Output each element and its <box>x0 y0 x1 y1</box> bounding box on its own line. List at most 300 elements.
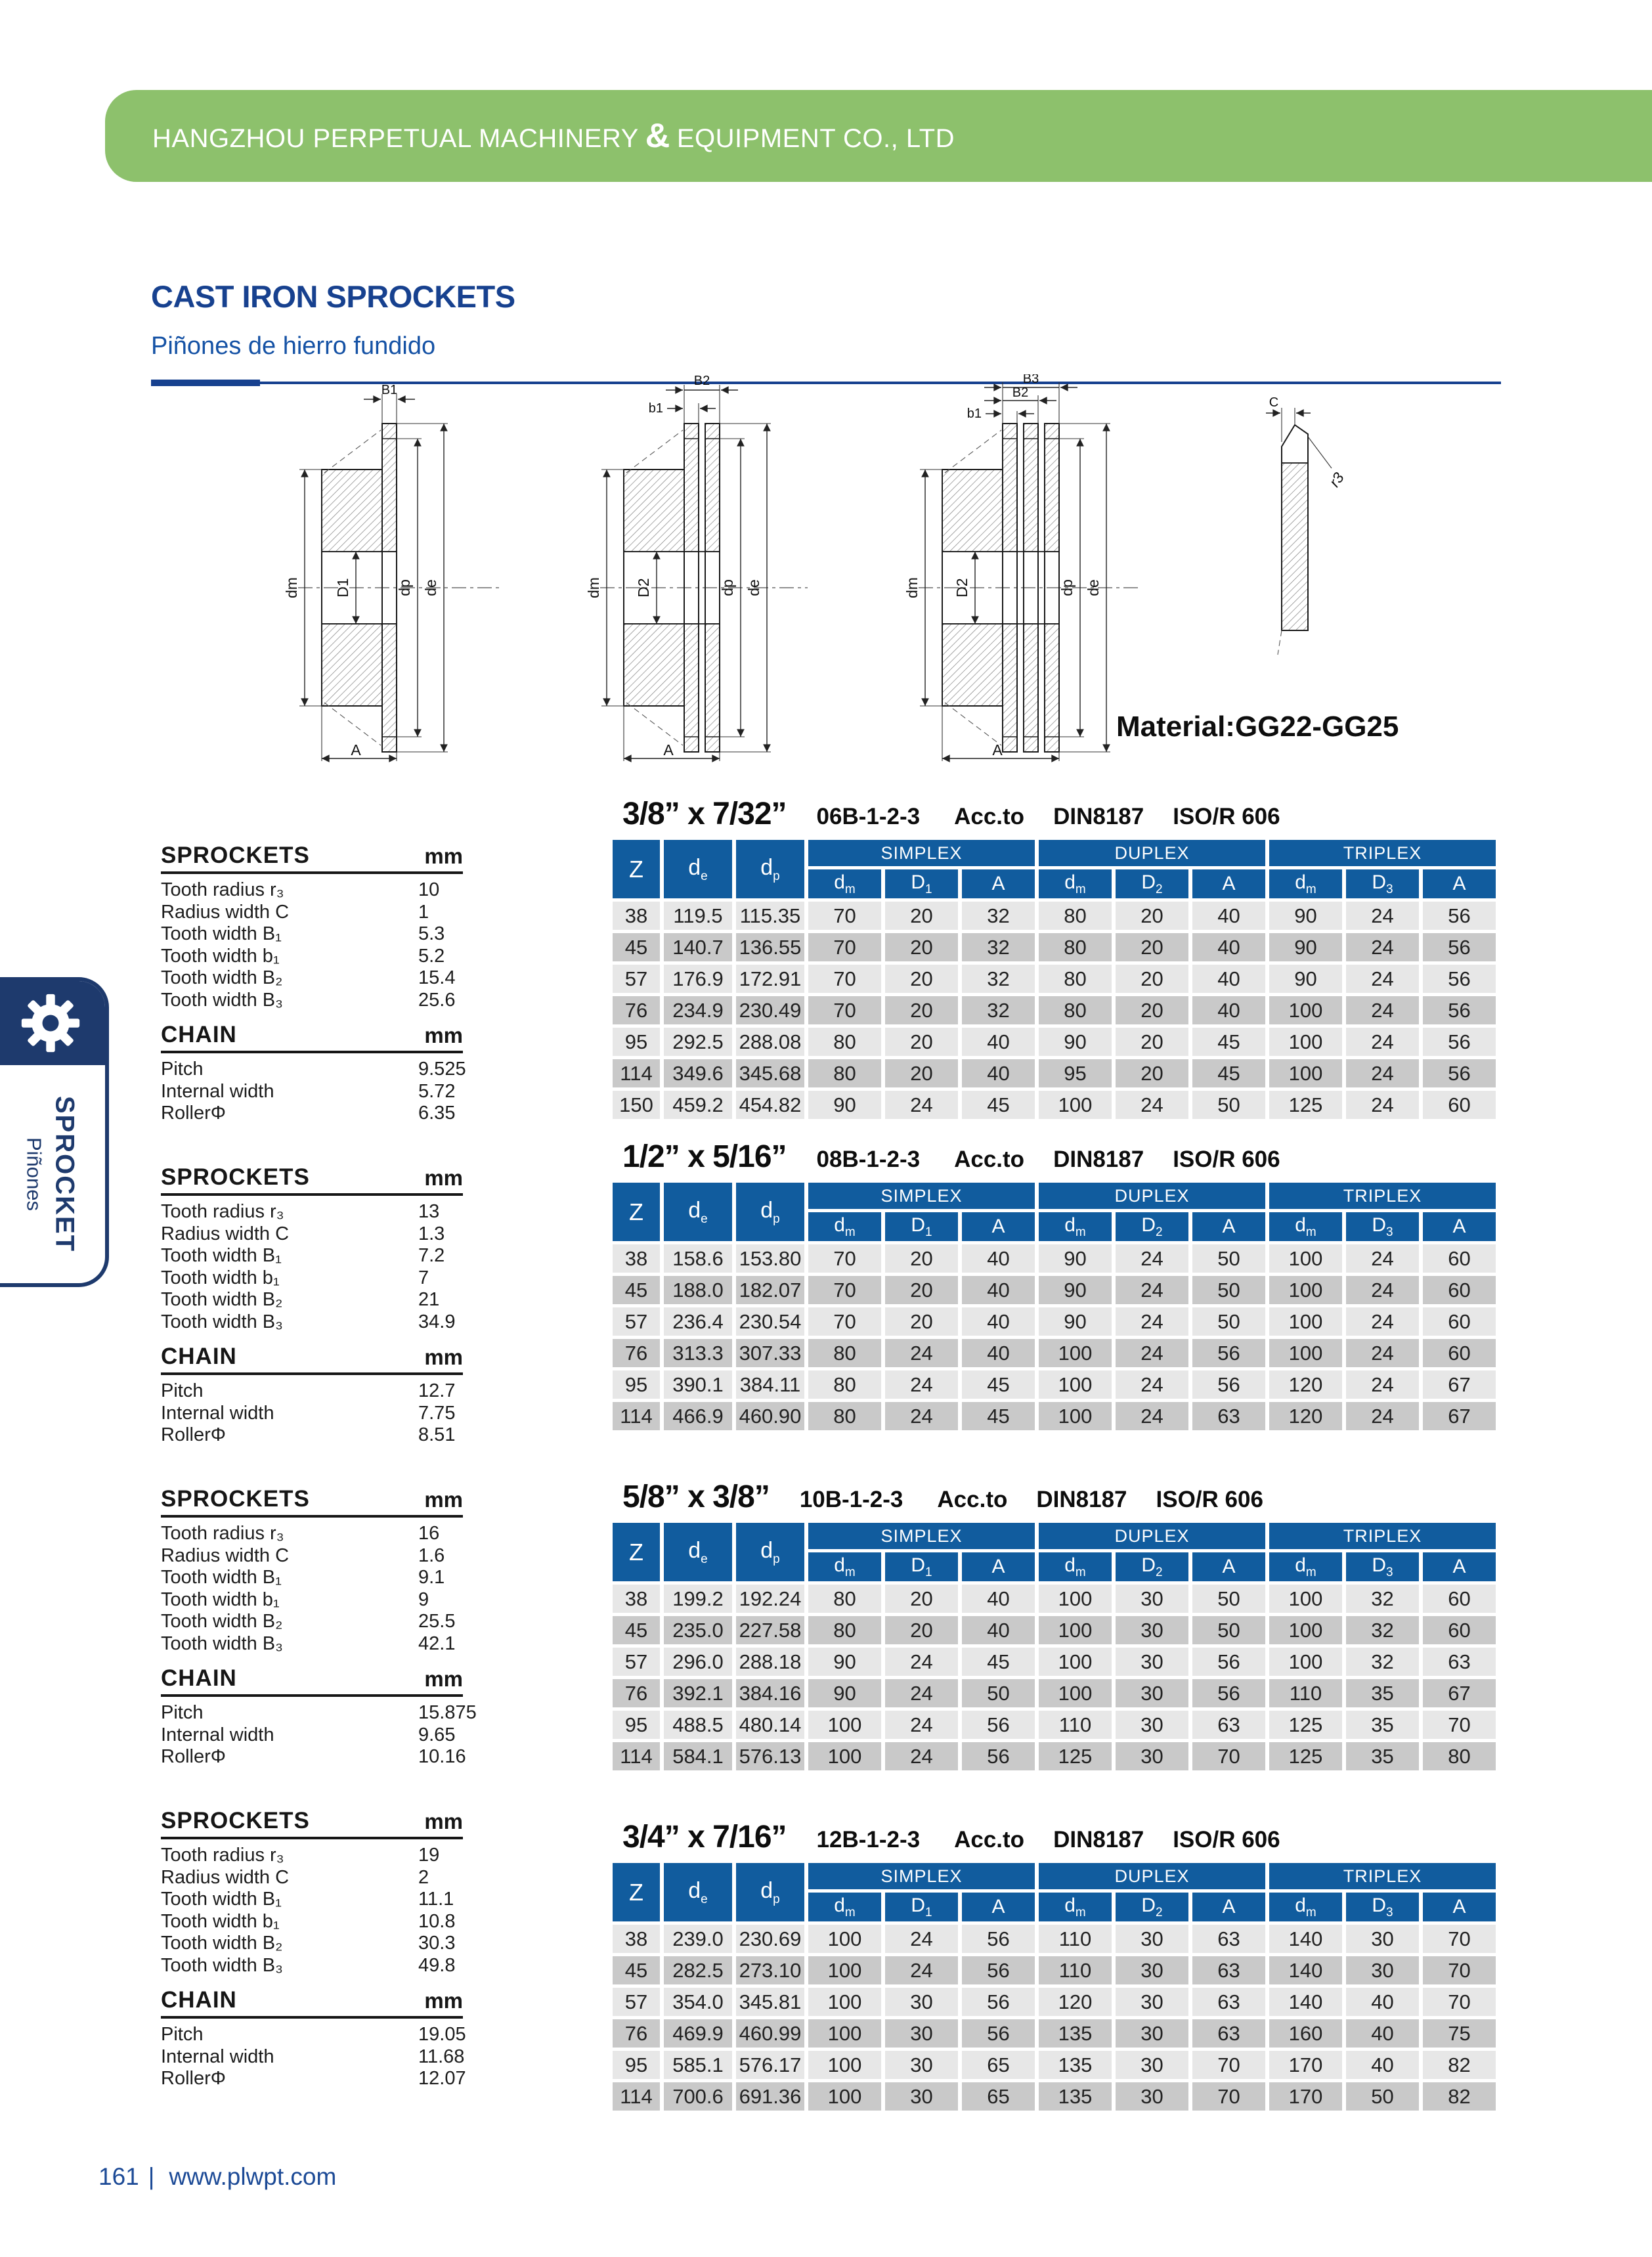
dim-label-D1: D1 <box>334 578 351 598</box>
cell: 30 <box>1346 1956 1419 1984</box>
cell: 460.99 <box>736 2019 804 2048</box>
cell: 40 <box>962 1339 1035 1367</box>
col-header: $D_3$ <box>1346 1212 1419 1241</box>
cell: 125 <box>1269 1091 1342 1119</box>
cell: 114 <box>613 1059 660 1087</box>
cell: 125 <box>1039 1742 1112 1770</box>
spec-value: 5.2 <box>418 945 445 967</box>
cell: 50 <box>1192 1616 1265 1644</box>
cell: 63 <box>1192 1925 1265 1953</box>
cell: 70 <box>808 933 881 961</box>
cell: 392.1 <box>664 1679 732 1707</box>
spec-value: 15.875 <box>418 1702 477 1723</box>
cell: 50 <box>1192 1091 1265 1119</box>
col-header: $d_m$ <box>808 1552 881 1581</box>
spec-row <box>161 967 463 990</box>
cell: 45 <box>613 1956 660 1984</box>
cell: 234.9 <box>664 996 732 1024</box>
cell: 24 <box>1346 965 1419 993</box>
table-row <box>613 1925 1496 1953</box>
side-tab-title: SPROCKET <box>50 1095 79 1253</box>
col-header-dp: $d_p$ <box>736 1863 804 1921</box>
cell: 56 <box>962 2019 1035 2048</box>
col-header-z: Z <box>613 1523 660 1581</box>
cell: 56 <box>1423 902 1496 930</box>
spec-value: 1 <box>418 901 429 923</box>
group-header-triplex: TRIPLEX <box>1269 840 1496 866</box>
cell: 45 <box>962 1091 1035 1119</box>
spec-value: 10 <box>418 879 440 900</box>
dim-label-C: C <box>1269 395 1279 410</box>
col-header: $D_2$ <box>1116 1552 1188 1581</box>
dim-label-D2: D2 <box>953 578 970 598</box>
cell: 24 <box>1346 1091 1419 1119</box>
cell: 57 <box>613 1988 660 2016</box>
cell: 40 <box>1192 933 1265 961</box>
cell: 38 <box>613 1244 660 1273</box>
cell: 45 <box>962 1402 1035 1430</box>
cell: 20 <box>885 1059 958 1087</box>
spec-label: Tooth width b₁ <box>161 1267 280 1288</box>
cell: 30 <box>1116 1679 1188 1707</box>
cell: 38 <box>613 902 660 930</box>
spec-value: 1.3 <box>418 1223 445 1244</box>
sprockets-title: SPROCKETS <box>161 1164 310 1190</box>
cell: 32 <box>1346 1616 1419 1644</box>
table-row <box>613 2082 1496 2111</box>
cell: 100 <box>1039 1339 1112 1367</box>
table-row <box>613 996 1496 1024</box>
table-row <box>613 1402 1496 1430</box>
col-header: $d_m$ <box>1039 1212 1112 1241</box>
cell: 63 <box>1423 1648 1496 1676</box>
cell: 576.17 <box>736 2051 804 2079</box>
chain-section-header <box>161 1987 463 2019</box>
sprockets-rows <box>161 1523 463 1655</box>
cell: 60 <box>1423 1616 1496 1644</box>
cell: 345.81 <box>736 1988 804 2016</box>
cell: 32 <box>962 996 1035 1024</box>
spec-row <box>161 1289 463 1311</box>
spec-row <box>161 1059 466 1081</box>
chain-section-header <box>161 1665 463 1697</box>
cell: 100 <box>808 1956 881 1984</box>
dim-label-de: de <box>745 579 762 596</box>
cell: 100 <box>1039 1091 1112 1119</box>
material-note: Material:GG22-GG25 <box>1116 711 1399 743</box>
chain-unit: mm <box>424 1023 463 1047</box>
cell: 40 <box>962 1307 1035 1336</box>
cell: 100 <box>1269 1059 1342 1087</box>
spec-row <box>161 1567 463 1589</box>
cell: 40 <box>1346 2019 1419 2048</box>
dim-label-dm: dm <box>585 577 602 598</box>
spec-row <box>161 1746 466 1768</box>
dim-label-dp: dp <box>396 579 413 596</box>
col-header-z: Z <box>613 1863 660 1921</box>
table-standard-din: DIN8187 <box>1053 804 1144 829</box>
group-header-triplex: TRIPLEX <box>1269 1183 1496 1209</box>
table-row <box>613 2051 1496 2079</box>
cell: 20 <box>885 1616 958 1644</box>
spec-row <box>161 1545 463 1567</box>
cell: 691.36 <box>736 2082 804 2111</box>
spec-row <box>161 1611 463 1633</box>
cell: 50 <box>962 1679 1035 1707</box>
col-header-de: $d_e$ <box>664 1863 732 1921</box>
cell: 56 <box>962 1956 1035 1984</box>
table-title <box>622 1819 1500 1853</box>
col-header: $D_1$ <box>885 869 958 898</box>
spec-label: Radius width C <box>161 1223 290 1244</box>
cell: 110 <box>1039 1711 1112 1739</box>
cell: 100 <box>1039 1585 1112 1613</box>
cell: 30 <box>1116 2051 1188 2079</box>
cell: 90 <box>1039 1276 1112 1304</box>
cell: 584.1 <box>664 1742 732 1770</box>
cell: 45 <box>613 1276 660 1304</box>
cell: 56 <box>1423 996 1496 1024</box>
cell: 24 <box>1116 1091 1188 1119</box>
sprocket-dimensions-table <box>609 837 1500 1122</box>
company-header-bar <box>105 90 1652 182</box>
cell: 24 <box>1346 1402 1419 1430</box>
spec-label: Tooth width B₂ <box>161 1933 283 1954</box>
header-group-row <box>613 1523 1496 1549</box>
spec-label: Tooth width b₁ <box>161 1589 280 1610</box>
table-standard-iso: ISO/R 606 <box>1173 804 1280 829</box>
cell: 182.07 <box>736 1276 804 1304</box>
ampersand: & <box>645 117 670 155</box>
spec-row <box>161 1201 463 1223</box>
cell: 80 <box>808 1402 881 1430</box>
table-standard-iso: ISO/R 606 <box>1173 1827 1280 1852</box>
cell: 469.9 <box>664 2019 732 2048</box>
cell: 100 <box>808 1988 881 2016</box>
cell: 20 <box>1116 933 1188 961</box>
cell: 20 <box>1116 902 1188 930</box>
chain-section-header <box>161 1022 463 1053</box>
table-standard-din: DIN8187 <box>1036 1487 1127 1512</box>
sprocket-body <box>600 424 808 752</box>
sprockets-unit: mm <box>424 844 463 868</box>
spec-label: Tooth radius r₃ <box>161 1845 284 1866</box>
table-row <box>613 1370 1496 1399</box>
col-header: $d_m$ <box>1269 1893 1342 1921</box>
spec-value: 7 <box>418 1267 429 1288</box>
col-header: $d_m$ <box>1269 1212 1342 1241</box>
cell: 65 <box>962 2082 1035 2111</box>
cell: 70 <box>808 902 881 930</box>
table-code-label: 06B-1-2-3 <box>816 804 921 829</box>
cell: 585.1 <box>664 2051 732 2079</box>
group-header-triplex: TRIPLEX <box>1269 1863 1496 1889</box>
cell: 32 <box>962 965 1035 993</box>
cell: 90 <box>1039 1244 1112 1273</box>
table-size-label: 5/8” x 3/8” <box>622 1479 770 1514</box>
cell: 80 <box>1039 933 1112 961</box>
spec-value: 25.6 <box>418 989 456 1011</box>
cell: 172.91 <box>736 965 804 993</box>
cell: 56 <box>1192 1648 1265 1676</box>
cell: 30 <box>1116 2082 1188 2111</box>
group-header-simplex: SIMPLEX <box>808 1863 1035 1889</box>
cell: 30 <box>1116 1648 1188 1676</box>
cell: 100 <box>1039 1616 1112 1644</box>
chain-rows <box>161 2024 466 2090</box>
col-header: $d_m$ <box>1269 869 1342 898</box>
group-header-duplex: DUPLEX <box>1039 1183 1265 1209</box>
chain-table-3 <box>613 1479 1500 1774</box>
cell: 80 <box>1039 996 1112 1024</box>
cell: 30 <box>885 1988 958 2016</box>
col-header: A <box>1423 1212 1496 1241</box>
col-header: $D_3$ <box>1346 1893 1419 1921</box>
cell: 24 <box>885 1679 958 1707</box>
spec-label: Tooth width B₂ <box>161 967 283 988</box>
spec-label: Radius width C <box>161 1545 290 1566</box>
cell: 20 <box>885 965 958 993</box>
cell: 24 <box>885 1339 958 1367</box>
cell: 100 <box>1269 1648 1342 1676</box>
footer-url: www.plwpt.com <box>169 2163 337 2190</box>
cell: 90 <box>1039 1028 1112 1056</box>
table-row <box>613 1988 1496 2016</box>
spec-value: 11.68 <box>418 2046 465 2067</box>
cell: 82 <box>1423 2051 1496 2079</box>
cell: 24 <box>885 1956 958 1984</box>
cell: 120 <box>1269 1370 1342 1399</box>
spec-value: 9.65 <box>418 1724 456 1745</box>
spec-label: Radius width C <box>161 1866 290 1888</box>
cell: 95 <box>1039 1059 1112 1087</box>
cell: 80 <box>808 1339 881 1367</box>
cell: 50 <box>1192 1307 1265 1336</box>
cell: 24 <box>1116 1402 1188 1430</box>
dim-label-A: A <box>992 741 1003 758</box>
spec-row <box>161 2068 466 2090</box>
cell: 273.10 <box>736 1956 804 1984</box>
sprocket-dimensions-table <box>609 1860 1500 2114</box>
spec-row <box>161 1889 463 1911</box>
chain-title: CHAIN <box>161 1665 237 1691</box>
cell: 45 <box>1192 1028 1265 1056</box>
spec-row <box>161 1724 463 1747</box>
cell: 70 <box>1423 1988 1496 2016</box>
spec-row <box>161 1380 463 1403</box>
table-standard-din: DIN8187 <box>1053 1827 1144 1852</box>
footer-separator: | <box>148 2163 155 2190</box>
cell: 63 <box>1192 1956 1265 1984</box>
cell: 20 <box>885 933 958 961</box>
sprockets-section-header <box>161 1486 463 1518</box>
table-title <box>622 796 1500 830</box>
cell: 63 <box>1192 2019 1265 2048</box>
spec-value: 12.7 <box>418 1380 456 1401</box>
cell: 100 <box>808 1711 881 1739</box>
company-name <box>105 116 955 156</box>
cell: 176.9 <box>664 965 732 993</box>
col-header: A <box>1192 1893 1265 1921</box>
cell: 30 <box>1346 1925 1419 1953</box>
cell: 227.58 <box>736 1616 804 1644</box>
col-header: A <box>1423 1893 1496 1921</box>
cell: 114 <box>613 1402 660 1430</box>
cell: 192.24 <box>736 1585 804 1613</box>
cell: 24 <box>885 1925 958 1953</box>
cell: 460.90 <box>736 1402 804 1430</box>
spec-value: 30.3 <box>418 1933 456 1954</box>
cell: 24 <box>1346 1059 1419 1087</box>
cell: 60 <box>1423 1339 1496 1367</box>
sprockets-section-header <box>161 1164 463 1196</box>
spec-value: 7.75 <box>418 1402 456 1424</box>
dim-label-B3: B3 <box>1022 374 1039 386</box>
table-acc-label: Acc.to <box>954 1827 1025 1852</box>
spec-value: 42.1 <box>418 1632 456 1654</box>
spec-row <box>161 2046 463 2069</box>
col-header: $D_1$ <box>885 1212 958 1241</box>
table-code-label: 08B-1-2-3 <box>816 1147 921 1172</box>
cell: 32 <box>1346 1648 1419 1676</box>
cell: 100 <box>1269 1585 1342 1613</box>
spec-value: 2 <box>418 1866 429 1888</box>
dim-label-A: A <box>351 741 361 758</box>
dim-label-de: de <box>422 579 439 596</box>
spec-label: Tooth width B₁ <box>161 1567 282 1588</box>
group-header-triplex: TRIPLEX <box>1269 1523 1496 1549</box>
sprocket-dimensions-table <box>609 1179 1500 1434</box>
cell: 95 <box>613 1370 660 1399</box>
spec-value: 19 <box>418 1845 440 1866</box>
cell: 90 <box>1269 965 1342 993</box>
cell: 75 <box>1423 2019 1496 2048</box>
cell: 56 <box>962 1925 1035 1953</box>
group-header-simplex: SIMPLEX <box>808 840 1035 866</box>
header-group-row <box>613 1863 1496 1889</box>
cell: 100 <box>1269 1028 1342 1056</box>
cell: 313.3 <box>664 1339 732 1367</box>
cell: 30 <box>885 2019 958 2048</box>
cell: 70 <box>808 1276 881 1304</box>
chain-section-header <box>161 1344 463 1375</box>
table-row <box>613 1648 1496 1676</box>
sprocket-side-tab <box>0 977 109 1287</box>
cell: 56 <box>1423 965 1496 993</box>
cell: 236.4 <box>664 1307 732 1336</box>
cell: 700.6 <box>664 2082 732 2111</box>
cell: 67 <box>1423 1679 1496 1707</box>
cell: 80 <box>1039 965 1112 993</box>
cell: 239.0 <box>664 1925 732 1953</box>
cell: 119.5 <box>664 902 732 930</box>
cell: 40 <box>1346 1988 1419 2016</box>
spec-value: 8.51 <box>418 1424 456 1445</box>
cell: 80 <box>808 1059 881 1087</box>
page-title: CAST IRON SPROCKETS <box>151 279 515 314</box>
cell: 38 <box>613 1925 660 1953</box>
spec-row <box>161 1223 463 1246</box>
table-row <box>613 1742 1496 1770</box>
cell: 50 <box>1192 1244 1265 1273</box>
cell: 90 <box>1269 902 1342 930</box>
spec-row <box>161 946 463 968</box>
cell: 56 <box>962 1711 1035 1739</box>
cell: 40 <box>962 1616 1035 1644</box>
cell: 354.0 <box>664 1988 732 2016</box>
cell: 70 <box>1423 1711 1496 1739</box>
cell: 199.2 <box>664 1585 732 1613</box>
col-header-z: Z <box>613 1183 660 1241</box>
cell: 30 <box>1116 1711 1188 1739</box>
cell: 60 <box>1423 1585 1496 1613</box>
cell: 24 <box>1116 1339 1188 1367</box>
col-header: $D_2$ <box>1116 1893 1188 1921</box>
col-header-dp: $d_p$ <box>736 1523 804 1581</box>
col-header: A <box>962 869 1035 898</box>
spec-label: RollerΦ <box>161 1103 226 1124</box>
dim-label-B2: B2 <box>1012 385 1029 400</box>
group-header-duplex: DUPLEX <box>1039 1863 1265 1889</box>
spec-label: RollerΦ <box>161 1746 226 1767</box>
spec-row <box>161 902 463 924</box>
cell: 100 <box>808 1925 881 1953</box>
cell: 50 <box>1192 1585 1265 1613</box>
spec-value: 25.5 <box>418 1611 456 1632</box>
cell: 80 <box>808 1585 881 1613</box>
spec-row <box>161 1955 463 1977</box>
col-header-de: $d_e$ <box>664 840 732 898</box>
spec-row <box>161 1103 463 1125</box>
cell: 30 <box>1116 1616 1188 1644</box>
cell: 40 <box>1192 902 1265 930</box>
cell: 38 <box>613 1585 660 1613</box>
spec-row <box>161 1424 463 1447</box>
col-header: $D_2$ <box>1116 869 1188 898</box>
dim-label-b1: b1 <box>967 406 982 421</box>
spec-value: 16 <box>418 1523 440 1544</box>
cell: 150 <box>613 1091 660 1119</box>
group-header-simplex: SIMPLEX <box>808 1183 1035 1209</box>
spec-label: RollerΦ <box>161 2068 226 2089</box>
table-row <box>613 933 1496 961</box>
cell: 24 <box>885 1648 958 1676</box>
spec-label: Tooth width B₁ <box>161 923 282 944</box>
cell: 40 <box>962 1276 1035 1304</box>
spec-value: 9.1 <box>418 1567 445 1588</box>
cell: 56 <box>962 1742 1035 1770</box>
spec-label: Tooth width b₁ <box>161 945 280 967</box>
sprockets-section-header <box>161 843 463 874</box>
tooth-body <box>1278 425 1308 655</box>
cell: 63 <box>1192 1402 1265 1430</box>
cell: 125 <box>1269 1742 1342 1770</box>
cell: 24 <box>885 1711 958 1739</box>
cell: 20 <box>885 1585 958 1613</box>
cell: 32 <box>962 902 1035 930</box>
cell: 45 <box>962 1648 1035 1676</box>
chain-unit: mm <box>424 1988 463 2013</box>
spec-row <box>161 2024 466 2046</box>
cell: 110 <box>1039 1956 1112 1984</box>
cell: 24 <box>1346 1339 1419 1367</box>
spec-label: Tooth width B₂ <box>161 1289 283 1310</box>
cell: 40 <box>1192 965 1265 993</box>
cell: 120 <box>1039 1988 1112 2016</box>
cell: 40 <box>962 1244 1035 1273</box>
cell: 40 <box>1346 2051 1419 2079</box>
table-row <box>613 1059 1496 1087</box>
